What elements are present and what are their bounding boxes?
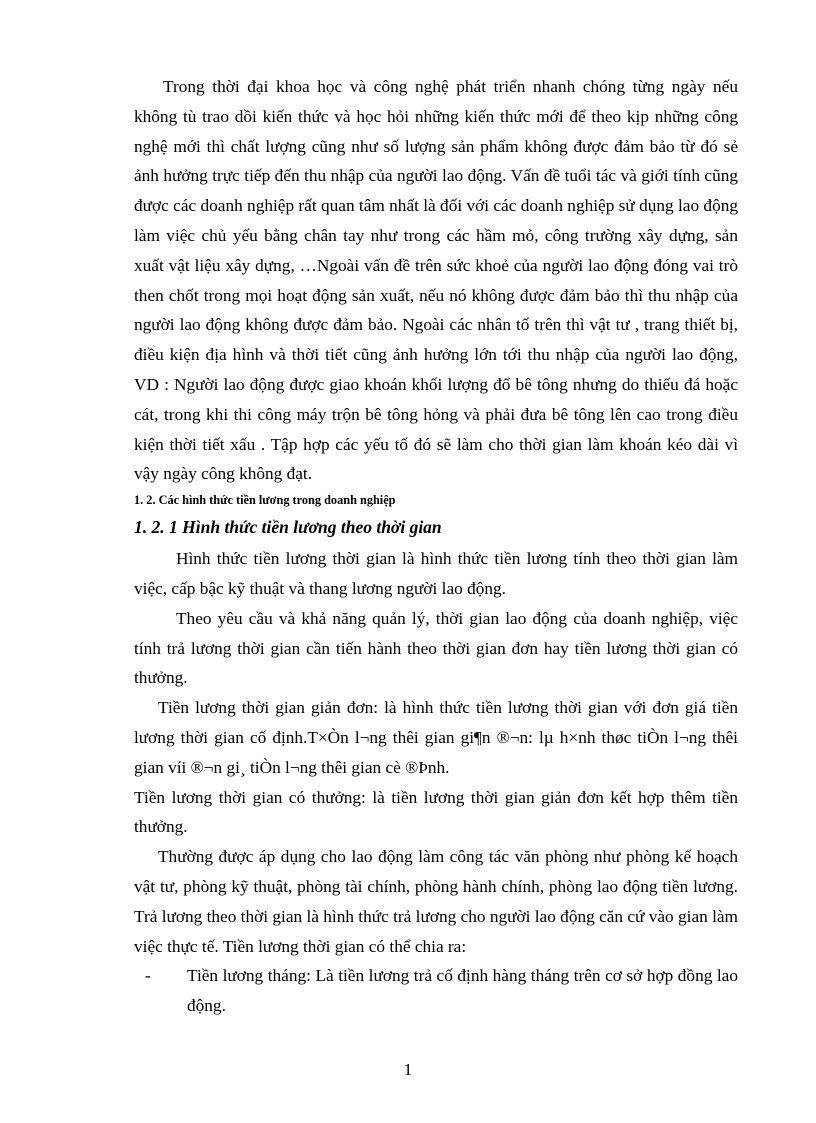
paragraph-application: Thường được áp dụng cho lao động làm công tác văn phòng như phòng kế hoạch vật tư, phòng kỹ thuật, phòng tài chính, phòng hành chính, phòng lao động tiền lương. Trả lương theo thời gian là hình thức trả lương cho người lao động căn cứ vào gian làm việc thực tế. Tiền lương thời gian có thể chia ra: [134,847,738,956]
paragraph-time-wage-with-bonus: Tiền lương thời gian có thưởng: là tiền lương thời gian giản đơn kết hợp thêm tiền thưởng. [134,787,738,837]
list-item [134,961,738,1021]
list-item-text: Tiền lương tháng: Là tiền lương trả cố định hàng tháng trên cơ sở hợp đồng lao động. [187,966,738,1016]
paragraph-simple-time-wage: Tiền lương thời gian giản đơn: là hình thức tiền lương thời gian với đơn giá tiền lương thời gian cố định.T×Òn l¬ng thêi gian gi¶n ®¬n: lµ h×nh thøc tiÒn l¬ng thêi gian víi ®¬n gi¸ tiÒn l¬ng thêi gian cè ®Þnh. [134,698,738,777]
section-heading: 1. 2. Các hình thức tiền lương trong doanh nghiệp [134,493,396,508]
paragraph-income-factors: Trong thời đại khoa học và công nghệ phát triển nhanh chóng từng ngày nếu không tù trao dồi kiến thức và học hỏi những kiến thức mới để theo kịp những công nghệ mới thì chất lượng cũng như số lượng sản phẩm không được đảm bảo từ đó sẻ ảnh hưởng trực tiếp đến thu nhập của người lao động. Vấn đề tuổi tác và giới tính cũng được các doanh nghiệp rất quan tâm nhất là đối với các doanh nghiệp sử dụng lao động làm việc chủ yếu bằng chân tay như trong các hầm mỏ, công trường xây dựng, sản xuất vật liệu xây dựng, …Ngoài vấn đề trên sức khoẻ của người lao động đóng vai trò then chốt trong mọi hoạt động sản xuất, nếu nó không được đảm bảo thì thu nhập của người lao động không được đảm bảo. Ngoài các nhân tố trên thì vật tư , trang thiết bị, điều kiện địa hình và thời tiết cũng ảnh hưởng lớn tới thu nhập của người lao động, VD : Người lao động được giao khoán khối lượng đổ bê tông nhưng do thiếu đá hoặc cát, trong khi thi công máy trộn bê tông hỏng và phải đưa bê tông lên cao trong điều kiện thời tiết xấu . Tập hợp các yếu tố đó sẽ làm cho thời gian làm khoán kéo dài vì vậy ngày công không đạt. [134,77,738,484]
paragraph-time-wage-definition: Hình thức tiền lương thời gian là hình thức tiền lương tính theo thời gian làm việc, cấp bậc kỹ thuật và thang lương người lao động. [134,549,738,598]
list-bullet: - [145,966,151,986]
page-number: 1 [403,1060,413,1079]
page-body [134,72,738,1021]
paragraph-management-requirements: Theo yêu cầu và khả năng quản lý, thời gian lao động của doanh nghiệp, việc tính trả lương thời gian cần tiến hành theo thời gian đơn hay tiền lương thời gian có thưởng. [134,608,738,688]
subsection-heading: 1. 2. 1 Hình thức tiền lương theo thời gian [134,517,442,538]
